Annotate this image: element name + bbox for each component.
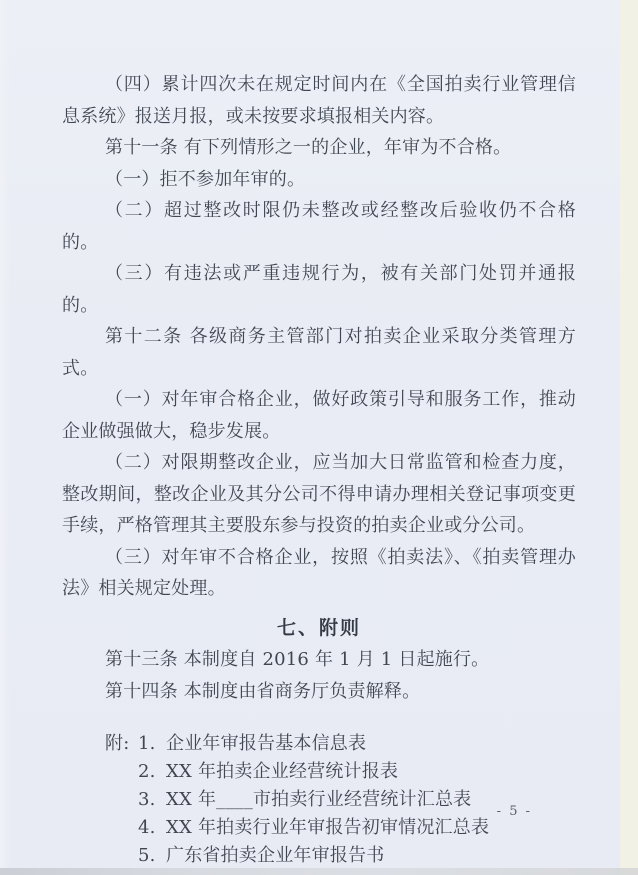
paragraph-article-11: 第十一条 有下列情形之一的企业，年审为不合格。 [105, 137, 512, 158]
attachment-label-spacer [105, 842, 138, 870]
scan-edge-left [0, 0, 10, 875]
attachment-number: 2. [138, 761, 156, 782]
attachment-number: 5. [138, 845, 156, 866]
paragraph-clause-2: （二）超过整改时限仍未整改或经整改后验收仍不合格的。 [62, 200, 576, 253]
attachment-label-spacer [105, 814, 138, 842]
attachment-row [62, 842, 576, 870]
paragraph-clause-1: （一）拒不参加年审的。 [105, 168, 306, 190]
attachment-title: XX 年____市拍卖行业经营统计汇总表 [166, 789, 472, 810]
paragraph-article-13: 第十三条 本制度自 2016 年 1 月 1 日起施行。 [105, 649, 490, 670]
paragraph-clause-3: （三）有违法或严重违规行为，被有关部门处罚并通报的。 [62, 263, 576, 316]
attachment-number: 3. [138, 789, 156, 810]
paragraph-clause-2b: （二）对限期整改企业，应当加大日常监管和检查力度，整改期间，整改企业及其分公司不得申请办理相关登记事项变更手续，严格管理其主要股东参与投资的拍卖企业或分公司。 [62, 452, 576, 536]
scan-edge-right [620, 0, 638, 875]
document-body [62, 69, 576, 870]
attachment-list [62, 730, 576, 870]
paragraph-clause-1b: （一）对年审合格企业，做好政策引导和服务工作，推动企业做强做大，稳步发展。 [62, 389, 576, 442]
attachment-row [62, 730, 576, 758]
attachment-title: 企业年审报告基本信息表 [166, 733, 367, 754]
attachment-label-spacer [105, 786, 138, 814]
attachment-number: 4. [138, 817, 156, 838]
attachment-title: XX 年拍卖企业经营统计报表 [166, 761, 399, 782]
attachment-number: 1. [138, 733, 156, 754]
paragraph-clause-3b: （三）对年审不合格企业，按照《拍卖法》、《拍卖管理办法》相关规定处理。 [62, 546, 576, 599]
attachment-title: XX 年拍卖行业年审报告初审情况汇总表 [166, 817, 490, 838]
attachment-label: 附: [105, 733, 130, 754]
paragraph-item-4: （四）累计四次未在规定时间内在《全国拍卖行业管理信息系统》报送月报，或未按要求填报相关内容。 [62, 74, 576, 127]
paragraph-article-14: 第十四条 本制度由省商务厅负责解释。 [105, 680, 421, 702]
paragraph-article-12: 第十二条 各级商务主管部门对拍卖企业采取分类管理方式。 [62, 326, 576, 379]
attachment-title: 广东省拍卖企业年审报告书 [166, 845, 385, 866]
section-heading: 七、附则 [276, 616, 361, 639]
attachment-label-spacer [105, 758, 138, 786]
page-number: - 5 - [496, 804, 532, 819]
attachment-row [62, 758, 576, 786]
